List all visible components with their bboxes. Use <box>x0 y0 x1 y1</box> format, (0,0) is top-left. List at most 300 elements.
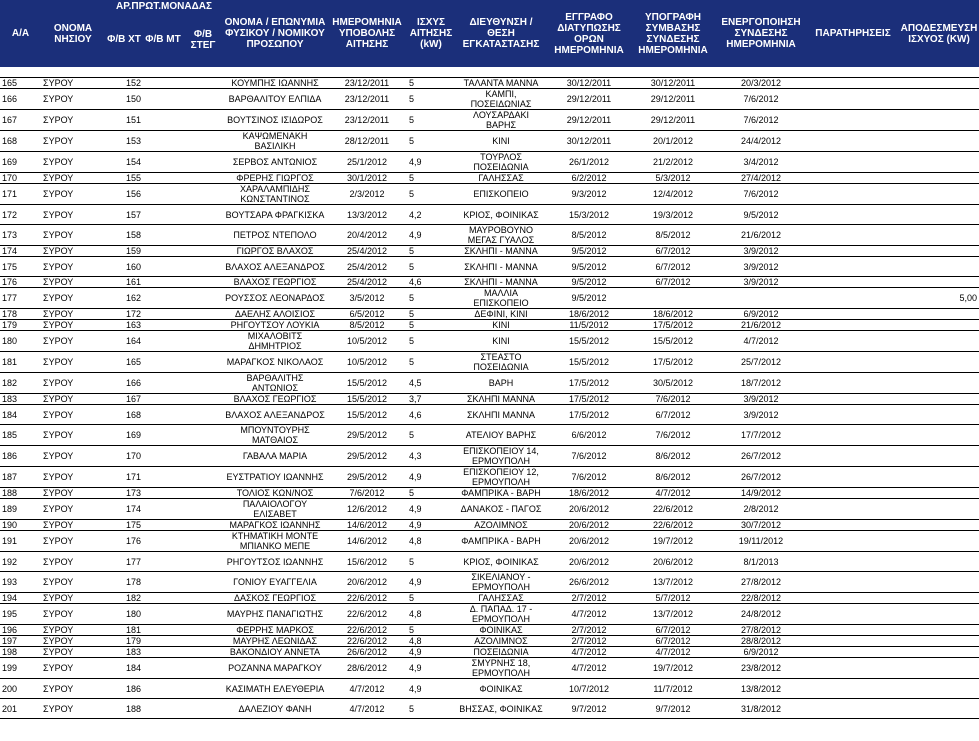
col-submit-date: ΗΜΕΡΟΜΗΝΙΑ ΥΠΟΒΟΛΗΣ ΑΙΤΗΣΗΣ <box>327 0 407 67</box>
cell-aa: 177 <box>0 288 41 309</box>
cell-aa: 176 <box>0 277 41 288</box>
cell-activation-date: 27/8/2012 <box>715 625 807 636</box>
cell-power: 5 <box>407 425 455 446</box>
cell-contract-date: 20/6/2012 <box>631 552 715 572</box>
cell-terms-date: 15/3/2012 <box>547 205 631 225</box>
cell-activation-date: 14/9/2012 <box>715 488 807 499</box>
cell-pv-steg <box>183 572 223 593</box>
cell-submit-date: 23/12/2011 <box>327 110 407 131</box>
table-row <box>0 552 979 572</box>
cell-terms-date: 29/12/2011 <box>547 89 631 110</box>
cell-power: 4,8 <box>407 636 455 647</box>
cell-notes <box>807 488 899 499</box>
cell-aa: 191 <box>0 531 41 552</box>
cell-notes <box>807 352 899 373</box>
cell-island: ΣΥΡΟΥ <box>41 373 105 394</box>
cell-pv-steg <box>183 131 223 152</box>
cell-pv-mt <box>143 394 183 405</box>
cell-pv-steg-code: 186 <box>105 679 143 699</box>
cell-pv-steg <box>183 552 223 572</box>
cell-aa: 173 <box>0 225 41 246</box>
cell-activation-date: 6/9/2012 <box>715 647 807 658</box>
cell-terms-date: 8/5/2012 <box>547 225 631 246</box>
cell-location: ΚΑΜΠΙ, ΠΟΣΕΙΔΩΝΙΑΣ <box>455 89 547 110</box>
cell-release <box>899 152 979 173</box>
cell-island: ΣΥΡΟΥ <box>41 288 105 309</box>
cell-activation-date: 22/8/2012 <box>715 593 807 604</box>
cell-aa: 200 <box>0 679 41 699</box>
cell-terms-date: 18/6/2012 <box>547 488 631 499</box>
cell-notes <box>807 173 899 184</box>
cell-notes <box>807 257 899 277</box>
table-row <box>0 288 979 309</box>
cell-release <box>899 499 979 520</box>
cell-notes <box>807 647 899 658</box>
cell-pv-mt <box>143 499 183 520</box>
cell-aa: 166 <box>0 89 41 110</box>
cell-activation-date: 3/4/2012 <box>715 152 807 173</box>
cell-pv-mt <box>143 225 183 246</box>
cell-release <box>899 331 979 352</box>
cell-activation-date: 3/9/2012 <box>715 405 807 425</box>
cell-pv-steg <box>183 488 223 499</box>
cell-submit-date: 29/5/2012 <box>327 467 407 488</box>
cell-location: ΜΑΛΛΙΑ ΕΠΙΣΚΟΠΕΙΟ <box>455 288 547 309</box>
table-row <box>0 636 979 647</box>
cell-pv-mt <box>143 467 183 488</box>
cell-release <box>899 257 979 277</box>
cell-notes <box>807 531 899 552</box>
cell-release <box>899 636 979 647</box>
cell-pv-steg-code: 153 <box>105 131 143 152</box>
cell-notes <box>807 520 899 531</box>
cell-activation-date: 31/8/2012 <box>715 699 807 719</box>
cell-activation-date: 6/9/2012 <box>715 309 807 320</box>
cell-release <box>899 394 979 405</box>
cell-terms-date: 11/5/2012 <box>547 320 631 331</box>
col-release: ΑΠΟΔΕΣΜΕΥΣΗ ΙΣΧΥΟΣ (KW) <box>899 0 979 67</box>
cell-location: ΣΚΛΗΠΙ ΜΑΝΝΑ <box>455 405 547 425</box>
cell-pv-steg-code: 167 <box>105 394 143 405</box>
table-row <box>0 394 979 405</box>
cell-pv-mt <box>143 373 183 394</box>
cell-pv-steg <box>183 647 223 658</box>
cell-notes <box>807 658 899 679</box>
cell-terms-date: 26/6/2012 <box>547 572 631 593</box>
cell-pv-steg-code: 188 <box>105 699 143 719</box>
cell-contract-date: 8/6/2012 <box>631 467 715 488</box>
cell-pv-steg <box>183 467 223 488</box>
cell-name: ΒΛΑΧΟΣ ΓΕΩΡΓΙΟΣ <box>223 277 327 288</box>
cell-pv-steg-code: 168 <box>105 405 143 425</box>
cell-name: ΡΟΖΑΝΝΑ ΜΑΡΑΓΚΟΥ <box>223 658 327 679</box>
cell-submit-date: 22/6/2012 <box>327 636 407 647</box>
cell-activation-date: 24/8/2012 <box>715 604 807 625</box>
cell-pv-steg <box>183 425 223 446</box>
col-name: ΟΝΟΜΑ / ΕΠΩΝΥΜΙΑ ΦΥΣΙΚΟΥ / ΝΟΜΙΚΟΥ ΠΡΟΣΩΠΟΥ <box>223 0 327 67</box>
col-aa: Α/Α <box>0 0 41 67</box>
cell-contract-date <box>631 288 715 309</box>
cell-island: ΣΥΡΟΥ <box>41 320 105 331</box>
cell-contract-date: 21/2/2012 <box>631 152 715 173</box>
cell-pv-steg <box>183 658 223 679</box>
cell-submit-date: 14/6/2012 <box>327 520 407 531</box>
table-row <box>0 593 979 604</box>
cell-power: 5 <box>407 89 455 110</box>
cell-power: 5 <box>407 593 455 604</box>
cell-pv-steg-code: 171 <box>105 467 143 488</box>
cell-activation-date: 24/4/2012 <box>715 131 807 152</box>
cell-contract-date: 22/6/2012 <box>631 520 715 531</box>
cell-terms-date: 17/5/2012 <box>547 394 631 405</box>
table-row <box>0 405 979 425</box>
cell-activation-date: 7/6/2012 <box>715 184 807 205</box>
cell-contract-date: 30/12/2011 <box>631 78 715 89</box>
cell-contract-date: 8/5/2012 <box>631 225 715 246</box>
cell-location: ΕΠΙΣΚΟΠΕΙΟ <box>455 184 547 205</box>
cell-location: ΦΑΜΠΡΙΚΑ - ΒΑΡΗ <box>455 531 547 552</box>
cell-terms-date: 9/5/2012 <box>547 288 631 309</box>
cell-location: ΦΑΜΠΡΙΚΑ - ΒΑΡΗ <box>455 488 547 499</box>
cell-submit-date: 12/6/2012 <box>327 499 407 520</box>
cell-pv-steg <box>183 405 223 425</box>
cell-submit-date: 15/5/2012 <box>327 405 407 425</box>
cell-power: 4,9 <box>407 499 455 520</box>
cell-island: ΣΥΡΟΥ <box>41 625 105 636</box>
cell-submit-date: 14/6/2012 <box>327 531 407 552</box>
cell-name: ΣΕΡΒΟΣ ΑΝΤΩΝΙΟΣ <box>223 152 327 173</box>
cell-location: ΚΡΙΟΣ, ΦΟΙΝΙΚΑΣ <box>455 552 547 572</box>
cell-activation-date: 27/4/2012 <box>715 173 807 184</box>
cell-aa: 197 <box>0 636 41 647</box>
cell-pv-steg-code: 164 <box>105 331 143 352</box>
table-row <box>0 184 979 205</box>
cell-island: ΣΥΡΟΥ <box>41 131 105 152</box>
cell-activation-date: 28/8/2012 <box>715 636 807 647</box>
cell-name: ΜΙΧΑΛΟΒΙΤΣ ΔΗΜΗΤΡΙΟΣ <box>223 331 327 352</box>
header-gap <box>0 67 959 77</box>
cell-location: ΚΙΝΙ <box>455 320 547 331</box>
cell-notes <box>807 425 899 446</box>
cell-island: ΣΥΡΟΥ <box>41 225 105 246</box>
cell-aa: 167 <box>0 110 41 131</box>
cell-terms-date: 30/12/2011 <box>547 131 631 152</box>
cell-release <box>899 405 979 425</box>
cell-release <box>899 373 979 394</box>
table-row <box>0 499 979 520</box>
cell-notes <box>807 110 899 131</box>
cell-terms-date: 17/5/2012 <box>547 373 631 394</box>
cell-pv-mt <box>143 572 183 593</box>
cell-aa: 182 <box>0 373 41 394</box>
cell-pv-mt <box>143 331 183 352</box>
cell-pv-steg <box>183 246 223 257</box>
table-row <box>0 572 979 593</box>
cell-contract-date: 20/1/2012 <box>631 131 715 152</box>
cell-terms-date: 17/5/2012 <box>547 405 631 425</box>
cell-contract-date: 6/7/2012 <box>631 277 715 288</box>
col-notes: ΠΑΡΑΤΗΡΗΣΕΙΣ <box>807 0 899 67</box>
cell-contract-date: 5/7/2012 <box>631 593 715 604</box>
cell-pv-steg-code: 151 <box>105 110 143 131</box>
col-contract-date: ΥΠΟΓΡΑΦΗ ΣΥΜΒΑΣΗΣ ΣΥΝΔΕΣΗΣ ΗΜΕΡΟΜΗΝΙΑ <box>631 0 715 67</box>
cell-release <box>899 89 979 110</box>
cell-name: ΓΙΩΡΓΟΣ ΒΛΑΧΟΣ <box>223 246 327 257</box>
cell-notes <box>807 373 899 394</box>
cell-location: Δ. ΠΑΠΑΔ. 17 - ΕΡΜΟΥΠΟΛΗ <box>455 604 547 625</box>
cell-aa: 184 <box>0 405 41 425</box>
cell-location: ΦΟΙΝΙΚΑΣ <box>455 679 547 699</box>
cell-name: ΒΛΑΧΟΣ ΓΕΩΡΓΙΟΣ <box>223 394 327 405</box>
cell-terms-date: 2/7/2012 <box>547 593 631 604</box>
cell-notes <box>807 205 899 225</box>
cell-submit-date: 3/5/2012 <box>327 288 407 309</box>
cell-contract-date: 7/6/2012 <box>631 394 715 405</box>
cell-power: 5 <box>407 488 455 499</box>
table-row <box>0 78 979 89</box>
cell-notes <box>807 277 899 288</box>
cell-pv-steg <box>183 110 223 131</box>
cell-activation-date: 9/5/2012 <box>715 205 807 225</box>
cell-location: ΔΑΝΑΚΟΣ - ΠΑΓΟΣ <box>455 499 547 520</box>
cell-pv-steg <box>183 277 223 288</box>
cell-notes <box>807 89 899 110</box>
cell-power: 4,9 <box>407 520 455 531</box>
cell-notes <box>807 679 899 699</box>
cell-submit-date: 10/5/2012 <box>327 352 407 373</box>
cell-location: ΚΡΙΟΣ, ΦΟΙΝΙΚΑΣ <box>455 205 547 225</box>
cell-power: 5 <box>407 331 455 352</box>
cell-terms-date: 30/12/2011 <box>547 78 631 89</box>
cell-pv-steg <box>183 184 223 205</box>
cell-power: 4,9 <box>407 647 455 658</box>
cell-island: ΣΥΡΟΥ <box>41 425 105 446</box>
cell-location: ΕΠΙΣΚΟΠΕΙΟΥ 12, ΕΡΜΟΥΠΟΛΗ <box>455 467 547 488</box>
cell-notes <box>807 405 899 425</box>
cell-power: 4,9 <box>407 152 455 173</box>
cell-aa: 189 <box>0 499 41 520</box>
cell-aa: 175 <box>0 257 41 277</box>
table-row <box>0 320 979 331</box>
cell-power: 4,5 <box>407 373 455 394</box>
cell-submit-date: 15/5/2012 <box>327 373 407 394</box>
cell-activation-date <box>715 288 807 309</box>
cell-island: ΣΥΡΟΥ <box>41 572 105 593</box>
cell-terms-date: 15/5/2012 <box>547 352 631 373</box>
cell-submit-date: 28/12/2011 <box>327 131 407 152</box>
cell-pv-mt <box>143 152 183 173</box>
cell-activation-date: 21/6/2012 <box>715 225 807 246</box>
table-row <box>0 277 979 288</box>
cell-name: ΜΑΥΡΗΣ ΛΕΩΝΙΔΑΣ <box>223 636 327 647</box>
cell-location: ΑΤΕΛΙΟΥ ΒΑΡΗΣ <box>455 425 547 446</box>
cell-power: 4,6 <box>407 405 455 425</box>
cell-location: ΣΜΥΡΝΗΣ 18, ΕΡΜΟΥΠΟΛΗ <box>455 658 547 679</box>
cell-island: ΣΥΡΟΥ <box>41 152 105 173</box>
cell-island: ΣΥΡΟΥ <box>41 499 105 520</box>
table-row <box>0 488 979 499</box>
cell-location: ΒΗΣΣΑΣ, ΦΟΙΝΙΚΑΣ <box>455 699 547 719</box>
cell-power: 5 <box>407 131 455 152</box>
cell-notes <box>807 246 899 257</box>
cell-aa: 194 <box>0 593 41 604</box>
cell-submit-date: 13/3/2012 <box>327 205 407 225</box>
cell-aa: 183 <box>0 394 41 405</box>
cell-aa: 199 <box>0 658 41 679</box>
cell-terms-date: 2/7/2012 <box>547 625 631 636</box>
cell-name: ΔΑΛΕΖΙΟΥ ΦΑΝΗ <box>223 699 327 719</box>
cell-terms-date: 9/7/2012 <box>547 699 631 719</box>
cell-aa: 196 <box>0 625 41 636</box>
cell-name: ΔΑΣΚΟΣ ΓΕΩΡΓΙΟΣ <box>223 593 327 604</box>
cell-pv-steg-code: 179 <box>105 636 143 647</box>
cell-aa: 195 <box>0 604 41 625</box>
cell-release <box>899 699 979 719</box>
cell-pv-steg-code: 163 <box>105 320 143 331</box>
cell-pv-steg <box>183 309 223 320</box>
cell-submit-date: 2/3/2012 <box>327 184 407 205</box>
cell-activation-date: 2/8/2012 <box>715 499 807 520</box>
cell-release <box>899 467 979 488</box>
cell-terms-date: 20/6/2012 <box>547 520 631 531</box>
cell-aa: 201 <box>0 699 41 719</box>
cell-activation-date: 21/6/2012 <box>715 320 807 331</box>
cell-terms-date: 9/5/2012 <box>547 257 631 277</box>
cell-aa: 165 <box>0 78 41 89</box>
cell-name: ΒΑΚΟΝΔΙΟΥ ΑΝΝΕΤΑ <box>223 647 327 658</box>
cell-island: ΣΥΡΟΥ <box>41 205 105 225</box>
cell-submit-date: 4/7/2012 <box>327 699 407 719</box>
cell-name: ΒΑΡΘΑΛΙΤΗΣ ΑΝΤΩΝΙΟΣ <box>223 373 327 394</box>
cell-aa: 180 <box>0 331 41 352</box>
col-activation-date: ΕΝΕΡΓΟΠΟΙΗΣΗ ΣΥΝΔΕΣΗΣ ΗΜΕΡΟΜΗΝΙΑ <box>715 0 807 67</box>
cell-contract-date: 17/5/2012 <box>631 320 715 331</box>
cell-terms-date: 10/7/2012 <box>547 679 631 699</box>
cell-name: ΕΥΣΤΡΑΤΙΟΥ ΙΩΑΝΝΗΣ <box>223 467 327 488</box>
cell-power: 5 <box>407 699 455 719</box>
cell-pv-steg-code: 157 <box>105 205 143 225</box>
cell-name: ΒΛΑΧΟΣ ΑΛΕΞΑΝΔΡΟΣ <box>223 257 327 277</box>
cell-power: 4,8 <box>407 531 455 552</box>
cell-power: 4,9 <box>407 572 455 593</box>
cell-pv-steg-code: 182 <box>105 593 143 604</box>
cell-notes <box>807 699 899 719</box>
cell-notes <box>807 225 899 246</box>
cell-island: ΣΥΡΟΥ <box>41 636 105 647</box>
table-row <box>0 467 979 488</box>
cell-contract-date: 15/5/2012 <box>631 331 715 352</box>
cell-notes <box>807 131 899 152</box>
cell-contract-date: 6/7/2012 <box>631 257 715 277</box>
cell-pv-steg <box>183 331 223 352</box>
cell-release <box>899 425 979 446</box>
cell-pv-mt <box>143 173 183 184</box>
cell-terms-date: 4/7/2012 <box>547 604 631 625</box>
cell-contract-date: 17/5/2012 <box>631 352 715 373</box>
cell-location: ΣΚΛΗΠΙ - ΜΑΝΝΑ <box>455 277 547 288</box>
cell-pv-mt <box>143 425 183 446</box>
cell-pv-steg <box>183 205 223 225</box>
cell-pv-steg-code: 177 <box>105 552 143 572</box>
cell-location: ΑΖΟΛΙΜΝΟΣ <box>455 636 547 647</box>
cell-contract-date: 8/6/2012 <box>631 446 715 467</box>
cell-location: ΤΟΥΡΛΟΣ ΠΟΣΕΙΔΩΝΙΑ <box>455 152 547 173</box>
cell-name: ΚΟΥΜΠΗΣ ΙΩΑΝΝΗΣ <box>223 78 327 89</box>
cell-name: ΡΟΥΣΣΟΣ ΛΕΟΝΑΡΔΟΣ <box>223 288 327 309</box>
cell-activation-date: 18/7/2012 <box>715 373 807 394</box>
col-pv-mt: Φ/Β ΜΤ <box>143 12 183 67</box>
cell-terms-date: 2/7/2012 <box>547 636 631 647</box>
cell-notes <box>807 604 899 625</box>
cell-pv-mt <box>143 309 183 320</box>
cell-terms-date: 6/6/2012 <box>547 425 631 446</box>
cell-contract-date: 4/7/2012 <box>631 647 715 658</box>
cell-power: 4,9 <box>407 658 455 679</box>
cell-submit-date: 23/12/2011 <box>327 78 407 89</box>
cell-release <box>899 225 979 246</box>
cell-submit-date: 7/6/2012 <box>327 488 407 499</box>
cell-location: ΣΚΛΗΠΙ - ΜΑΝΝΑ <box>455 257 547 277</box>
cell-notes <box>807 394 899 405</box>
cell-pv-mt <box>143 488 183 499</box>
cell-terms-date: 20/6/2012 <box>547 552 631 572</box>
cell-release <box>899 531 979 552</box>
table-row <box>0 531 979 552</box>
cell-release <box>899 679 979 699</box>
cell-pv-mt <box>143 446 183 467</box>
cell-pv-steg-code: 178 <box>105 572 143 593</box>
cell-activation-date: 30/7/2012 <box>715 520 807 531</box>
cell-pv-mt <box>143 205 183 225</box>
cell-location: ΛΟΥΣΑΡΔΑΚΙ ΒΑΡΗΣ <box>455 110 547 131</box>
cell-submit-date: 15/5/2012 <box>327 394 407 405</box>
cell-name: ΒΟΥΤΣΑΡΑ ΦΡΑΓΚΙΣΚΑ <box>223 205 327 225</box>
cell-pv-steg-code: 166 <box>105 373 143 394</box>
cell-power: 5 <box>407 246 455 257</box>
cell-contract-date: 13/7/2012 <box>631 572 715 593</box>
cell-pv-mt <box>143 246 183 257</box>
cell-release <box>899 446 979 467</box>
cell-pv-steg <box>183 173 223 184</box>
cell-pv-steg <box>183 604 223 625</box>
cell-island: ΣΥΡΟΥ <box>41 184 105 205</box>
cell-notes <box>807 309 899 320</box>
col-power: ΙΣΧΥΣ ΑΙΤΗΣΗΣ (kW) <box>407 0 455 67</box>
col-island: ΟΝΟΜΑ ΝΗΣΙΟΥ <box>41 0 105 67</box>
cell-pv-steg <box>183 446 223 467</box>
cell-power: 4,9 <box>407 467 455 488</box>
cell-contract-date: 5/3/2012 <box>631 173 715 184</box>
cell-island: ΣΥΡΟΥ <box>41 352 105 373</box>
cell-activation-date: 26/7/2012 <box>715 467 807 488</box>
cell-submit-date: 29/5/2012 <box>327 446 407 467</box>
cell-pv-steg <box>183 288 223 309</box>
cell-name: ΓΟΝΙΟΥ ΕΥΑΓΓΕΛΙΑ <box>223 572 327 593</box>
cell-notes <box>807 467 899 488</box>
cell-name: ΜΑΡΑΓΚΟΣ ΝΙΚΟΛΑΟΣ <box>223 352 327 373</box>
cell-terms-date: 4/7/2012 <box>547 647 631 658</box>
cell-name: ΚΑΨΩΜΕΝΑΚΗ ΒΑΣΙΛΙΚΗ <box>223 131 327 152</box>
cell-aa: 185 <box>0 425 41 446</box>
cell-aa: 170 <box>0 173 41 184</box>
table-row <box>0 352 979 373</box>
cell-activation-date: 3/9/2012 <box>715 394 807 405</box>
cell-pv-mt <box>143 184 183 205</box>
cell-release <box>899 488 979 499</box>
cell-pv-mt <box>143 552 183 572</box>
cell-release <box>899 572 979 593</box>
cell-contract-date: 19/7/2012 <box>631 531 715 552</box>
